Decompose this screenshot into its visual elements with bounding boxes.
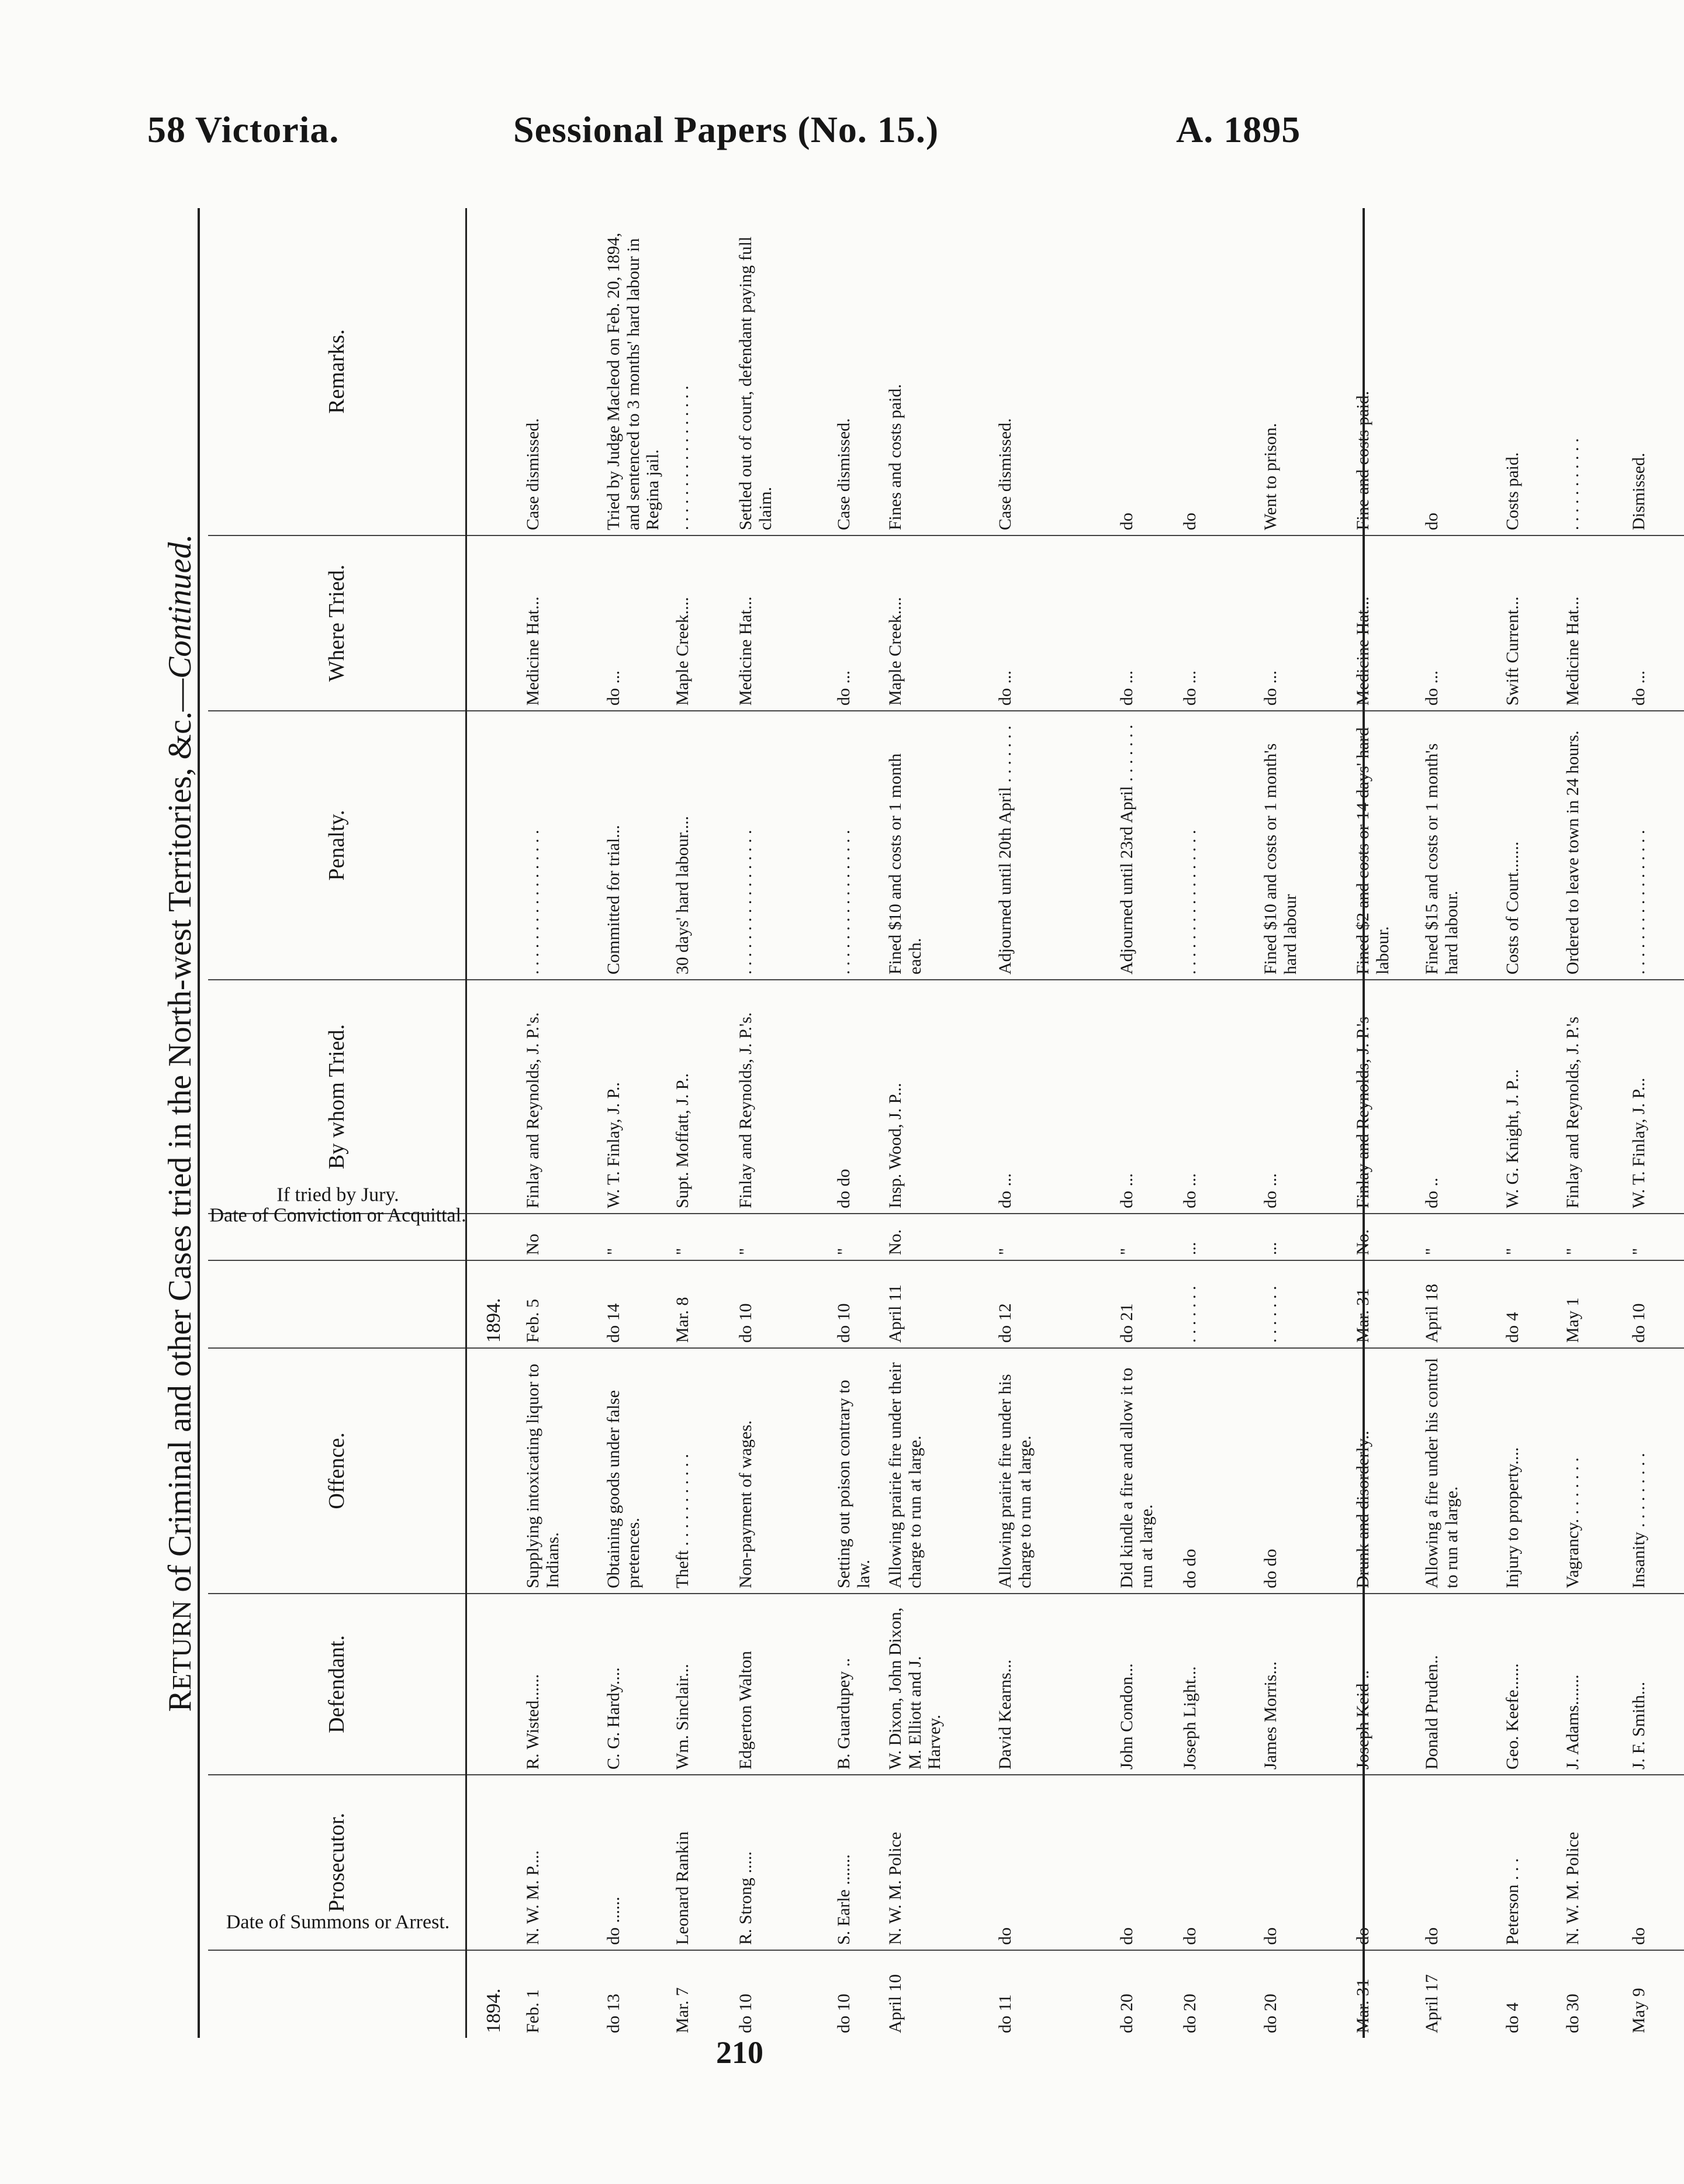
cell-conviction: May 1: [1561, 1260, 1627, 1348]
cell-offence: Theft . . . . . . . . . . .: [670, 1348, 734, 1594]
cell-prosecutor: N. W. M. Police: [1561, 1775, 1627, 1950]
table-row: [1258, 208, 1351, 2038]
cell-jury: ": [993, 1214, 1115, 1260]
header-volume: 58 Victoria.: [147, 109, 340, 150]
col-where-tried: Where Tried.: [208, 535, 466, 711]
cell-arrest: May 9: [1627, 1950, 1684, 2038]
cell-defendant: W. Dixon, John Dixon, M. Elliott and J. Harvey.: [883, 1594, 993, 1775]
cell-arrest: do 10: [832, 1950, 883, 2038]
table-row: [832, 208, 883, 2038]
cell-defendant: Wm. Sinclair...: [670, 1594, 734, 1775]
cell-arrest: do 11: [993, 1950, 1115, 2038]
cell-jury: ": [1115, 1214, 1178, 1260]
cell-remarks: do: [1117, 513, 1136, 530]
cell-penalty: . . . . . . . . . . . . . . . . .: [521, 711, 601, 980]
col-prosecutor: Prosecutor.: [208, 1775, 466, 1950]
cell-where: do ...: [1178, 535, 1258, 711]
col-offence: Offence.: [208, 1348, 466, 1594]
cell-where: do ...: [1627, 535, 1684, 711]
cell-defendant: C. G. Hardy....: [601, 1594, 670, 1775]
cell-jury: ": [1500, 1214, 1561, 1260]
cell-prosecutor: do: [1258, 1775, 1351, 1950]
cell-remarks: Went to prison.: [1261, 423, 1280, 530]
cell-defendant: John Condon...: [1115, 1594, 1178, 1775]
cell-by-whom: do do: [832, 980, 883, 1214]
cell-jury: ": [1627, 1214, 1684, 1260]
cell-penalty: Fined $10 and costs or 1 month each.: [883, 711, 993, 980]
cell-defendant: James Morris...: [1258, 1594, 1351, 1775]
cell-conviction: April 18: [1420, 1260, 1500, 1348]
cell-jury: ": [1420, 1214, 1500, 1260]
cell-defendant: Edgerton Walton: [734, 1594, 832, 1775]
cell-offence: do do: [1258, 1348, 1351, 1594]
cell-remarks: Costs paid.: [1503, 452, 1522, 530]
cell-prosecutor: N. W. M. P....: [521, 1775, 601, 1950]
cell-arrest: do 20: [1258, 1950, 1351, 2038]
cell-by-whom: W. T. Finlay, J. P..: [601, 980, 670, 1214]
cell-penalty: Committed for trial...: [601, 711, 670, 980]
year-row: [466, 208, 521, 2038]
table-row: [734, 208, 832, 2038]
cell-conviction: do 21: [1115, 1260, 1178, 1348]
cell-arrest: do 20: [1115, 1950, 1178, 2038]
cell-conviction: do 14: [601, 1260, 670, 1348]
cell-jury: No.: [883, 1214, 993, 1260]
cell-arrest: do 10: [734, 1950, 832, 2038]
table-row: [601, 208, 670, 2038]
table-row: [1420, 208, 1500, 2038]
cell-remarks: Fines and costs paid.: [886, 384, 905, 530]
cell-arrest: do 4: [1500, 1950, 1561, 2038]
cell-jury: ...: [1178, 1214, 1258, 1260]
cell-jury: No: [521, 1214, 601, 1260]
cell-conviction: . . . . . . .: [1258, 1260, 1351, 1348]
cell-remarks: do: [1180, 513, 1199, 530]
cell-offence: Allowing prairie fire under their charge to run at large.: [883, 1348, 993, 1594]
cell-arrest: April 10: [883, 1950, 993, 2038]
cell-where: Medicine Hat...: [1561, 535, 1627, 711]
cell-prosecutor: Leonard Rankin: [670, 1775, 734, 1950]
cell-offence: Allowing a fire under his control to run at large.: [1420, 1348, 1500, 1594]
cell-remarks: Settled out of court, defendant paying full claim.: [736, 236, 775, 530]
cell-by-whom: do ...: [1178, 980, 1258, 1214]
cell-jury: ...: [1258, 1214, 1351, 1260]
cell-remarks: Case dismissed.: [995, 418, 1015, 530]
cell-prosecutor: S. Earle .......: [832, 1775, 883, 1950]
cell-penalty: . . . . . . . . . . . . . . . . .: [832, 711, 883, 980]
cell-jury: ": [670, 1214, 734, 1260]
cell-offence: Supplying intoxicating liquor to Indians.: [521, 1348, 601, 1594]
cell-by-whom: do ...: [1258, 980, 1351, 1214]
cell-by-whom: Insp. Wood, J. P...: [883, 980, 993, 1214]
cell-prosecutor: do: [1420, 1775, 1500, 1950]
cell-conviction: do 10: [832, 1260, 883, 1348]
cell-offence: Non-payment of wages.: [734, 1348, 832, 1594]
header-year: A. 1895: [1176, 109, 1301, 150]
cell-remarks: Fine and costs paid.: [1353, 391, 1372, 530]
cell-conviction: Feb. 5: [521, 1260, 601, 1348]
cell-where: do ...: [832, 535, 883, 711]
cell-penalty: Adjourned until 20th April . . . . . . .: [993, 711, 1115, 980]
cell-arrest: do 30: [1561, 1950, 1627, 2038]
table-row: [670, 208, 734, 2038]
col-defendant: Defendant.: [208, 1594, 466, 1775]
cell-where: do ...: [1115, 535, 1178, 711]
cell-arrest: Mar. 7: [670, 1950, 734, 2038]
cell-defendant: David Kearns...: [993, 1594, 1115, 1775]
table-title: RETURN of Criminal and other Cases tried in the North-west Territories, &c.—Continued.: [162, 534, 198, 1712]
cell-conviction: do 12: [993, 1260, 1115, 1348]
cell-defendant: R. Wisted......: [521, 1594, 601, 1775]
cell-conviction: do 10: [1627, 1260, 1684, 1348]
cell-conviction: Mar. 31: [1351, 1260, 1420, 1348]
cell-arrest: Mar. 31: [1351, 1950, 1420, 2038]
year-conviction: 1894.: [466, 1260, 521, 1348]
cell-where: Medicine Hat...: [521, 535, 601, 711]
cell-offence: Injury to property....: [1500, 1348, 1561, 1594]
col-penalty: Penalty.: [208, 711, 466, 980]
cell-arrest: do 13: [601, 1950, 670, 2038]
cell-penalty: Costs of Court.......: [1500, 711, 1561, 980]
cell-remarks: Tried by Judge Macleod on Feb. 20, 1894, and sentenced to 3 months' hard labour in Regina jail.: [604, 233, 663, 530]
cell-offence: Drunk and disorderly..: [1351, 1348, 1420, 1594]
cell-where: do ...: [601, 535, 670, 711]
cell-by-whom: do ...: [993, 980, 1115, 1214]
rotated-table-page: [162, 208, 1648, 2038]
cell-by-whom: do ..: [1420, 980, 1500, 1214]
table-row: [993, 208, 1115, 2038]
cell-remarks: Dismissed.: [1629, 452, 1648, 530]
cell-by-whom: Finlay and Reynolds, J. P.'s.: [521, 980, 601, 1214]
cell-remarks: Case dismissed.: [834, 418, 853, 530]
cell-where: do ...: [1420, 535, 1500, 711]
cell-offence: Setting out poison contrary to law.: [832, 1348, 883, 1594]
cell-by-whom: W. T. Finlay, J. P...: [1627, 980, 1684, 1214]
cell-prosecutor: do: [993, 1775, 1115, 1950]
cell-defendant: Donald Pruden..: [1420, 1594, 1500, 1775]
cell-where: Maple Creek....: [883, 535, 993, 711]
cell-penalty: Fined $2 and costs or 14 days' hard labour.: [1351, 711, 1420, 980]
cell-conviction: do 4: [1500, 1260, 1561, 1348]
cell-offence: Vagrancy. . . . . . . .: [1561, 1348, 1627, 1594]
cell-arrest: April 17: [1420, 1950, 1500, 2038]
table-row: [1500, 208, 1561, 2038]
cell-prosecutor: do: [1115, 1775, 1178, 1950]
cases-table: [208, 208, 1684, 2038]
cell-remarks: . . . . . . . . . . .: [1563, 438, 1582, 530]
table-row: [1627, 208, 1684, 2038]
cell-offence: Allowing prairie fire under his charge to run at large.: [993, 1348, 1115, 1594]
cell-offence: Did kindle a fire and allow it to run at large.: [1115, 1348, 1178, 1594]
cell-conviction: do 10: [734, 1260, 832, 1348]
cell-conviction: Mar. 8: [670, 1260, 734, 1348]
table-row: [1178, 208, 1258, 2038]
cell-where: Medicine Hat...: [734, 535, 832, 711]
cell-by-whom: Finlay and Reynolds, J. P.'s: [1561, 980, 1627, 1214]
cell-penalty: Fined $15 and costs or 1 month's hard labour.: [1420, 711, 1500, 980]
cell-prosecutor: do ......: [601, 1775, 670, 1950]
cell-defendant: Geo. Keefe......: [1500, 1594, 1561, 1775]
col-remarks: Remarks.: [208, 208, 466, 535]
cell-by-whom: Finlay and Reynolds, J. P.'s: [1351, 980, 1420, 1214]
cell-by-whom: Supt. Moffatt, J. P..: [670, 980, 734, 1214]
cell-conviction: April 11: [883, 1260, 993, 1348]
cell-defendant: Joseph Keid ..: [1351, 1594, 1420, 1775]
cell-jury: ": [601, 1214, 670, 1260]
cell-defendant: B. Guardupey ..: [832, 1594, 883, 1775]
cell-where: Maple Creek....: [670, 535, 734, 711]
cell-where: do ...: [993, 535, 1115, 711]
cell-by-whom: Finlay and Reynolds, J. P.'s.: [734, 980, 832, 1214]
cell-arrest: do 20: [1178, 1950, 1258, 2038]
cell-remarks: . . . . . . . . . . . . . . . . .: [673, 385, 692, 530]
col-by-whom: By whom Tried.: [208, 980, 466, 1214]
cell-defendant: Joseph Light...: [1178, 1594, 1258, 1775]
cell-penalty: Ordered to leave town in 24 hours.: [1561, 711, 1627, 980]
table-bottom-rule: [1363, 208, 1365, 2038]
cell-penalty: . . . . . . . . . . . . . . . . .: [734, 711, 832, 980]
cell-offence: do do: [1178, 1348, 1258, 1594]
cell-offence: Insanity . . . . . . . . .: [1627, 1348, 1684, 1594]
year-arrest: 1894.: [466, 1950, 521, 2038]
cell-jury: No.: [1351, 1214, 1420, 1260]
cell-penalty: 30 days' hard labour....: [670, 711, 734, 980]
cell-by-whom: do ...: [1115, 980, 1178, 1214]
cell-penalty: Adjourned until 23rd April . . . . . . .: [1115, 711, 1178, 980]
cell-jury: ": [734, 1214, 832, 1260]
cell-arrest: Feb. 1: [521, 1950, 601, 2038]
cell-remarks: do: [1422, 513, 1441, 530]
cell-penalty: . . . . . . . . . . . . . . . . .: [1178, 711, 1258, 980]
cell-offence: Obtaining goods under false pretences.: [601, 1348, 670, 1594]
table-row: [1561, 208, 1627, 2038]
col-jury: If tried by Jury.: [208, 1214, 466, 1260]
cell-prosecutor: do: [1178, 1775, 1258, 1950]
cell-where: Medicine Hat...: [1351, 535, 1420, 711]
cell-by-whom: W. G. Knight, J. P...: [1500, 980, 1561, 1214]
cell-remarks: Case dismissed.: [523, 418, 542, 530]
cell-jury: ": [832, 1214, 883, 1260]
table-top-rule: [198, 208, 200, 2038]
col-arrest-date: Date of Summons or Arrest.: [208, 1950, 466, 2038]
cell-where: do ...: [1258, 535, 1351, 711]
cell-where: Swift Current...: [1500, 535, 1561, 711]
cell-prosecutor: N. W. M. Police: [883, 1775, 993, 1950]
table-row: [1115, 208, 1178, 2038]
cell-defendant: J. F. Smith...: [1627, 1594, 1684, 1775]
table-row: [883, 208, 993, 2038]
cell-jury: ": [1561, 1214, 1627, 1260]
col-conviction-date: Date of Conviction or Acquittal.: [208, 1260, 466, 1348]
cell-prosecutor: R. Strong .....: [734, 1775, 832, 1950]
cell-prosecutor: do: [1351, 1775, 1420, 1950]
header-series: Sessional Papers (No. 15.): [513, 109, 939, 150]
cell-penalty: Fined $10 and costs or 1 month's hard labour: [1258, 711, 1351, 980]
cell-prosecutor: do: [1627, 1775, 1684, 1950]
table-row: [521, 208, 601, 2038]
cell-defendant: J. Adams.......: [1561, 1594, 1627, 1775]
page-number: 210: [716, 2035, 763, 2070]
cell-prosecutor: Peterson . . .: [1500, 1775, 1561, 1950]
table-row: [1351, 208, 1420, 2038]
cell-penalty: . . . . . . . . . . . . . . . . .: [1627, 711, 1684, 980]
cell-conviction: . . . . . . .: [1178, 1260, 1258, 1348]
